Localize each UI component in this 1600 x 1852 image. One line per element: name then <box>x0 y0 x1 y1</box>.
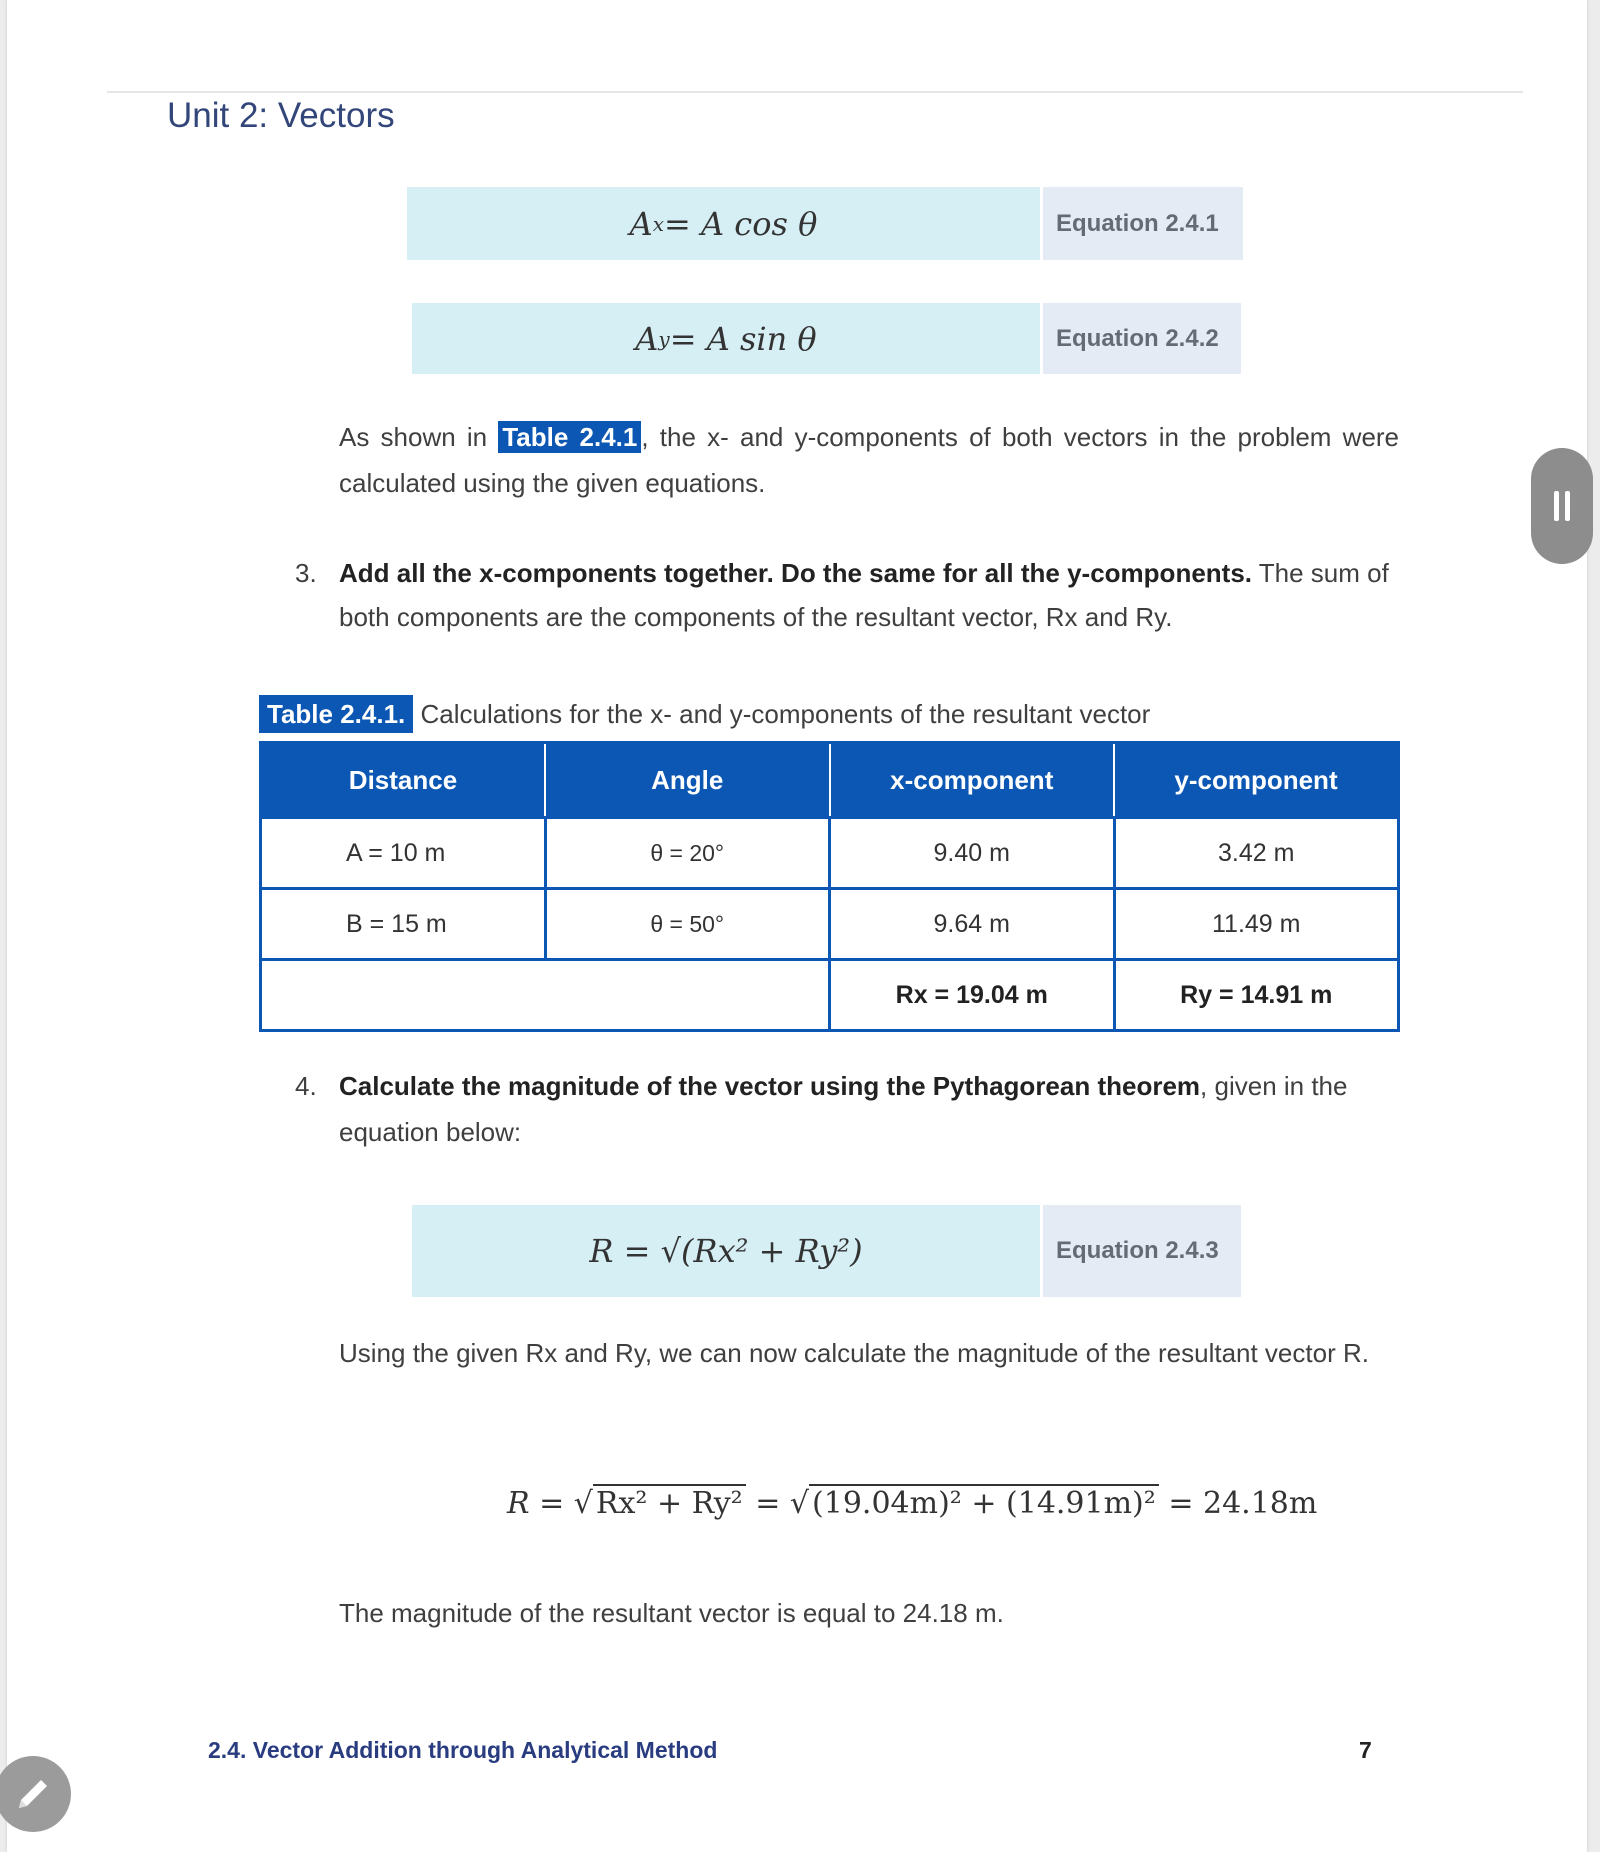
step-number: 3. <box>295 558 317 588</box>
table-cell: θ = 50° <box>545 889 830 960</box>
table-cell: 9.40 m <box>830 818 1115 889</box>
unit-title: Unit 2: Vectors <box>167 96 395 135</box>
equation-label: Equation 2.4.2 <box>1043 303 1241 374</box>
paragraph-table-reference: As shown in Table 2.4.1 , the x- and y-components of both vectors in the problem were calculated using the given equations. <box>339 422 1400 498</box>
column-header: x-component <box>830 743 1115 818</box>
equation-2-4-2 <box>412 303 1040 374</box>
table-row <box>261 960 1399 1031</box>
table-row <box>261 818 1399 889</box>
radicand: Rx² + Ry² <box>593 1484 746 1521</box>
step-3-text: Add all the x-components together. Do the same for all the y-components. The sum of both components are the components of the resultant vector, Rx and Ry. <box>339 558 1389 632</box>
table-row <box>261 889 1399 960</box>
table-cell-empty <box>261 960 830 1031</box>
table-cell: 9.64 m <box>830 889 1115 960</box>
scroll-handle-icon[interactable] <box>1531 448 1593 564</box>
step-number: 4. <box>295 1071 317 1101</box>
equation-2-4-1 <box>407 187 1040 260</box>
equation-text: = A sin θ <box>669 319 817 358</box>
header-rule <box>107 91 1523 93</box>
magnitude-calculation: R = √ Rx² + Ry² = √ (19.04m)² + (14.91m)² = 24.18m <box>507 1486 1318 1521</box>
table-cell: 11.49 m <box>1114 889 1399 960</box>
column-header: Angle <box>545 743 830 818</box>
components-table <box>259 741 1400 1032</box>
step-4-text: Calculate the magnitude of the vector using the Pythagorean theorem, given in the equation below: <box>339 1071 1348 1147</box>
table-caption-tag: Table 2.4.1. <box>259 695 413 733</box>
equation-text: A <box>635 319 659 358</box>
table-total-x: Rx = 19.04 m <box>830 960 1115 1031</box>
equation-text: A <box>629 204 653 243</box>
paragraph-magnitude-intro: Using the given Rx and Ry, we can now calculate the magnitude of the resultant vector R. <box>339 1338 1369 1368</box>
column-header: y-component <box>1114 743 1399 818</box>
document-page <box>7 0 1587 1852</box>
equation-label: Equation 2.4.1 <box>1043 187 1243 260</box>
table-total-y: Ry = 14.91 m <box>1114 960 1399 1031</box>
pencil-icon <box>11 1772 55 1816</box>
equation-text: = A cos θ <box>664 204 818 243</box>
footer-section-title: 2.4. Vector Addition through Analytical Method <box>208 1737 718 1763</box>
table-reference-link[interactable]: Table 2.4.1 <box>498 421 641 453</box>
table-cell: A = 10 m <box>261 818 546 889</box>
table-cell: θ = 20° <box>545 818 830 889</box>
conclusion-text: The magnitude of the resultant vector is equal to 24.18 m. <box>339 1598 1004 1628</box>
table-cell: 3.42 m <box>1114 818 1399 889</box>
table-caption: Table 2.4.1. Calculations for the x- and y-components of the resultant vector <box>259 692 1150 736</box>
equation-subscript: x <box>652 211 665 236</box>
equation-subscript: y <box>658 326 670 351</box>
page-number: 7 <box>1359 1737 1372 1763</box>
column-header: Distance <box>261 743 546 818</box>
equation-label: Equation 2.4.3 <box>1043 1205 1241 1297</box>
table-cell: B = 15 m <box>261 889 546 960</box>
radicand: (19.04m)² + (14.91m)² <box>809 1484 1159 1521</box>
equation-2-4-3: R = √(Rx² + Ry²) <box>412 1205 1040 1297</box>
